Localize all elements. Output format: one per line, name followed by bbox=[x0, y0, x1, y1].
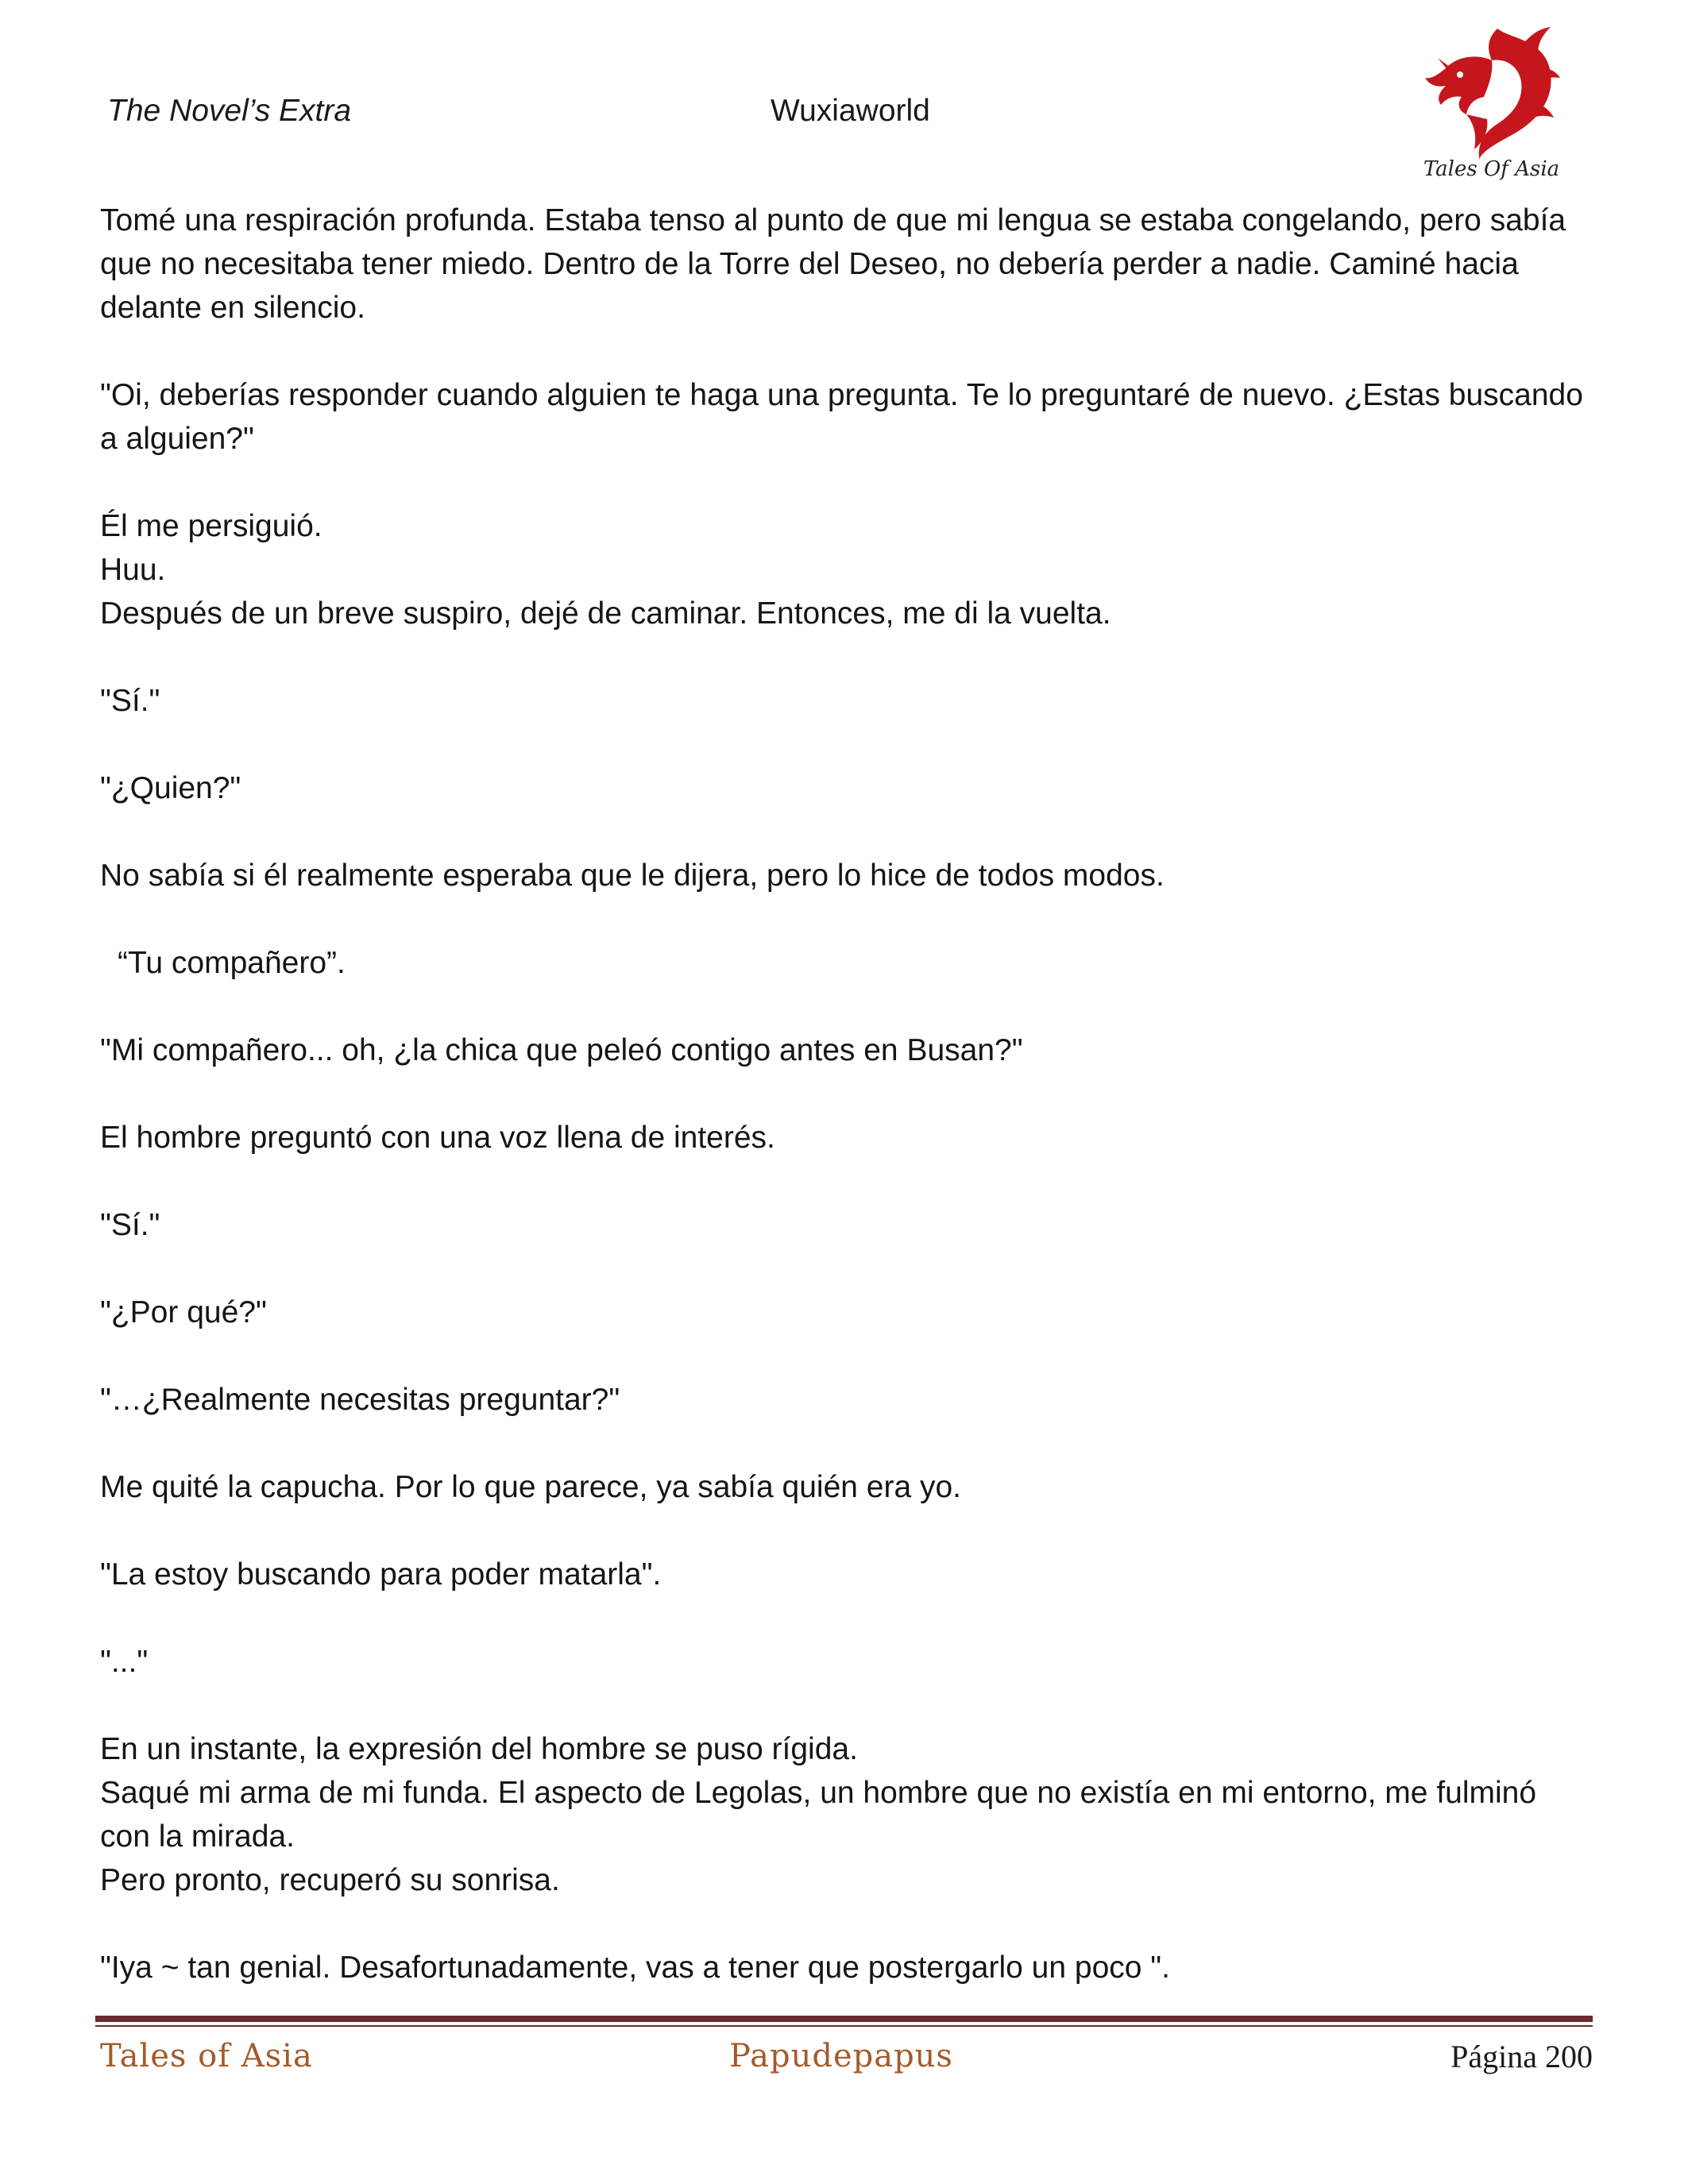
footer-divider bbox=[95, 2016, 1593, 2027]
paragraph: "Iya ~ tan genial. Desafortunadamente, vas a tener que postergarlo un poco ". bbox=[100, 1951, 1170, 1985]
novel-title: The Novel’s Extra bbox=[107, 94, 352, 128]
red-dragon-icon bbox=[1422, 22, 1561, 161]
paragraph: "La estoy buscando para poder matarla". bbox=[100, 1557, 662, 1592]
paragraph: Pero pronto, recuperó su sonrisa. bbox=[100, 1863, 560, 1897]
footer-site-name: Tales of Asia bbox=[100, 2038, 313, 2074]
paragraph: Él me persiguió. bbox=[100, 509, 323, 543]
paragraph: "Mi compañero... oh, ¿la chica que peleó contigo antes en Busan?" bbox=[100, 1033, 1023, 1067]
paragraph: "Oi, deberías responder cuando alguien te haga una pregunta. Te lo preguntaré de nuevo. ¿Estas buscando a alguien?" bbox=[100, 378, 1583, 456]
logo-text: Tales Of Asia bbox=[1423, 157, 1560, 181]
page-header bbox=[0, 0, 1688, 191]
paragraph: Después de un breve suspiro, dejé de caminar. Entonces, me di la vuelta. bbox=[100, 596, 1111, 631]
paragraph: "Sí." bbox=[100, 1208, 160, 1242]
paragraph: “Tu compañero”. bbox=[118, 946, 346, 980]
chapter-body bbox=[100, 199, 1593, 2033]
tales-of-asia-logo bbox=[1422, 22, 1561, 185]
page-number: Página 200 bbox=[1450, 2039, 1593, 2074]
paragraph: El hombre preguntó con una voz llena de interés. bbox=[100, 1121, 775, 1155]
paragraph: "..." bbox=[100, 1645, 149, 1679]
paragraph: "Sí." bbox=[100, 684, 160, 718]
paragraph: "…¿Realmente necesitas preguntar?" bbox=[100, 1383, 620, 1417]
paragraph: No sabía si él realmente esperaba que le dijera, pero lo hice de todos modos. bbox=[100, 859, 1165, 893]
paragraph: Huu. bbox=[100, 553, 166, 587]
paragraph: "¿Por qué?" bbox=[100, 1295, 267, 1329]
paragraph: Saqué mi arma de mi funda. El aspecto de Legolas, un hombre que no existía en mi entorno, me fulminó con la mirada. bbox=[100, 1776, 1537, 1854]
paragraph: Tomé una respiración profunda. Estaba tenso al punto de que mi lengua se estaba congelando, pero sabía que no necesitaba tener miedo. Dentro de la Torre del Deseo, no debería perder a nadie. Caminé hacia delante en silencio. bbox=[100, 203, 1566, 325]
paragraph: En un instante, la expresión del hombre se puso rígida. bbox=[100, 1732, 858, 1766]
footer-translator: Papudepapus bbox=[729, 2038, 953, 2074]
paragraph: Me quité la capucha. Por lo que parece, ya sabía quién era yo. bbox=[100, 1470, 962, 1504]
paragraph: "¿Quien?" bbox=[100, 771, 241, 805]
site-name: Wuxiaworld bbox=[771, 94, 930, 128]
